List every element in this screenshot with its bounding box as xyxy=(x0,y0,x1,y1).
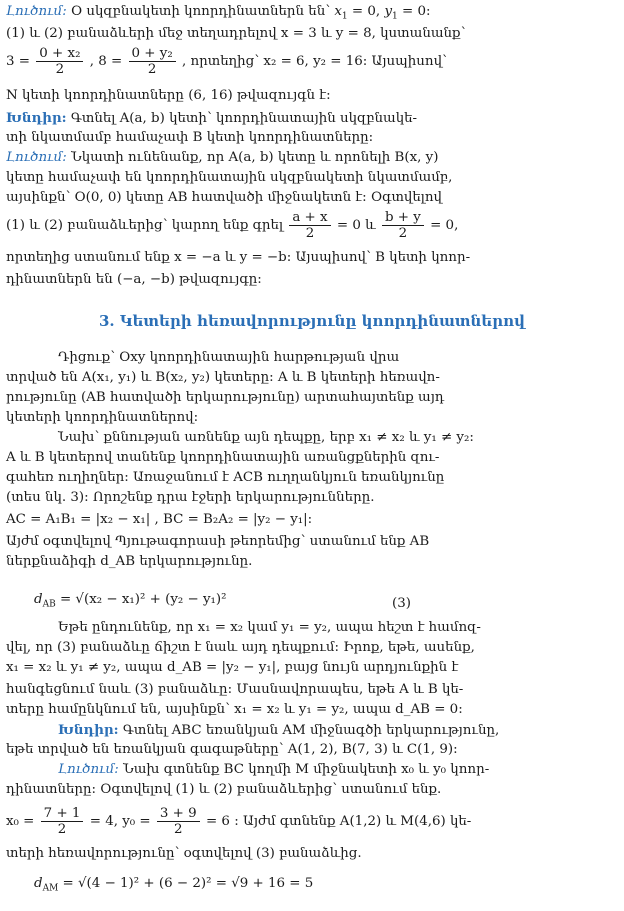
fraction: $\frac{7 + 1}{2}$ xyxy=(41,806,84,837)
text-line: (տես նկ. 3): Որոշենք դրա էջերի երկարությունները. xyxy=(6,490,375,505)
text-line: Խնդիր: Գտնել ABC եռանկյան AM միջնագծի երկարությունը, xyxy=(58,722,500,738)
distance-formula: $d_{AB} = √(x_2 - x_1)^2 + (y_2 - y_1)^2$ xyxy=(34,592,227,610)
text-line: Լուծում: Նկատի ունենանք, որ A(a, b) կետը և որոնելի B(x, y) xyxy=(6,150,439,165)
text-line: դինատները: Օգտվելով (1) և (2) բանաձևերից՝ ստանում ենք. xyxy=(6,782,442,797)
fraction: $\frac{3 + 9}{2}$ xyxy=(157,806,200,837)
equation-number: (3) xyxy=(392,596,411,611)
text-line: A և B կետերով տանենք կոորդինատային առանցքներին զու- xyxy=(6,450,440,465)
text-line: Դիցուք՝ Oxy կոորդինատային հարթության վրա xyxy=(58,350,400,365)
text-line: վել, որ (3) բանաձևը ճիշտ է նաև այդ դեպքում: Իրոք, եթե, ասենք, xyxy=(6,640,475,655)
fraction: $\frac{b + y}{2}$ xyxy=(382,210,424,241)
text-line: Լուծում: Նախ գտնենք BC կողմի M միջնակետի x₀ և y₀ կոոր- xyxy=(58,762,490,777)
text-line: տի նկատմամբ համաչափ B կետի կոորդինատները: xyxy=(6,130,374,145)
text-line: Խնդիր: Գտնել A(a, b) կետի՝ կոորդինատային սկզբնակե- xyxy=(6,110,418,126)
text-line: գահեռ ուղիղներ: Առաջանում է ACB ուղղանկյուն եռանկյունը xyxy=(6,470,445,485)
text-line: այսինքն՝ O(0, 0) կետը AB հատվածի միջնակետն է: Օգտվելով xyxy=(6,190,442,205)
section-title: 3. Կետերի հեռավորությունը կոորդինատներով xyxy=(99,312,525,330)
solution-label: Լուծում: xyxy=(58,762,119,777)
fraction: $\frac{\text{0 + y₂}}{2}$ xyxy=(129,46,176,77)
equation-line: (1) և (2) բանաձևերից՝ կարող ենք գրել $\frac{a + x}{2}$ = 0 և $\frac{b + y}{2}$ = 0, xyxy=(6,210,459,241)
text-line: կետերի կոորդինատներով: xyxy=(6,410,199,425)
text-line: AC = A₁B₁ = |x₂ − x₁| , BC = B₂A₂ = |y₂ − y₁|: xyxy=(6,512,313,527)
distance-formula: $d_{AM} = √(4 - 1)^2 + (6 - 2)^2 = √9 + 16 = 5$ xyxy=(34,876,314,894)
text-line: դինատներն են (−a, −b) թվազույգը: xyxy=(6,272,262,287)
solution-label: Լուծում: xyxy=(6,4,67,19)
problem-label: Խնդիր: xyxy=(58,722,119,738)
problem-label: Խնդիր: xyxy=(6,110,67,126)
text-line: Եթե ընդունենք, որ x₁ = x₂ կամ y₁ = y₂, ապա հեշտ է համոզ- xyxy=(58,620,481,635)
text-line: տերը համընկնում են, այսինքն՝ x₁ = x₂ և y₁ = y₂, ապա d_AB = 0: xyxy=(6,702,463,717)
text-line: տերի հեռավորությունը՝ օգտվելով (3) բանաձևից. xyxy=(6,846,362,861)
text-line: ներքնաձիգի d_AB երկարությունը. xyxy=(6,554,253,569)
text-line: կետը համաչափ են կոորդինատային սկզբնակետի նկատմամբ, xyxy=(6,170,453,185)
text-line: հանգեցնում նաև (3) բանաձևը: Մասնավորապես, եթե A և B կե- xyxy=(6,682,464,697)
text-line: որտեղից ստանում ենք x = −a և y = −b: Այսպիսով՝ B կետի կոոր- xyxy=(6,250,471,265)
text-line: րությունը (AB հատվածի երկարությունը) արտահայտենք այդ xyxy=(6,390,445,405)
solution-label: Լուծում: xyxy=(6,150,67,165)
text-line: Լուծում: O սկզբնակետի կոորդինատներն են՝ $x_1 = 0$, $y_1 = 0$: xyxy=(6,4,431,22)
fraction: $\frac{\text{0 + x₂}}{2}$ xyxy=(36,46,83,77)
equation-line: 3 = $\frac{\text{0 + x₂}}{2}$ , 8 = $\frac{\text{0 + y₂}}{2}$ , որտեղից՝ x₂ = 6, y₂ = 16: Այսպիսով՝ xyxy=(6,46,447,77)
text-line: Նախ՝ քննության առնենք այն դեպքը, երբ x₁ ≠ x₂ և y₁ ≠ y₂: xyxy=(58,430,474,445)
fraction: $\frac{a + x}{2}$ xyxy=(289,210,330,241)
text-line: (1) և (2) բանաձևերի մեջ տեղադրելով x = 3 և y = 8, կստանանք՝ xyxy=(6,26,466,41)
text-line: x₁ = x₂ և y₁ ≠ y₂, ապա d_AB = |y₂ − y₁|, բայց նույն արդյունքին է xyxy=(6,660,459,675)
text-line: N կետի կոորդինատները (6, 16) թվազույգն է: xyxy=(6,88,331,103)
equation-line: x₀ = $\frac{7 + 1}{2}$ = 4, y₀ = $\frac{3 + 9}{2}$ = 6 : Այժմ գտնենք A(1,2) և M(4,6) կե- xyxy=(6,806,472,837)
text-line: եթե տրված են եռանկյան գագաթները՝ A(1, 2), B(7, 3) և C(1, 9): xyxy=(6,742,458,757)
text-line: տրված են A(x₁, y₁) և B(x₂, y₂) կետերը: A և B կետերի հեռավո- xyxy=(6,370,440,385)
text-line: Այժմ օգտվելով Պյութագորասի թեորեմից՝ ստանում ենք AB xyxy=(6,534,430,549)
